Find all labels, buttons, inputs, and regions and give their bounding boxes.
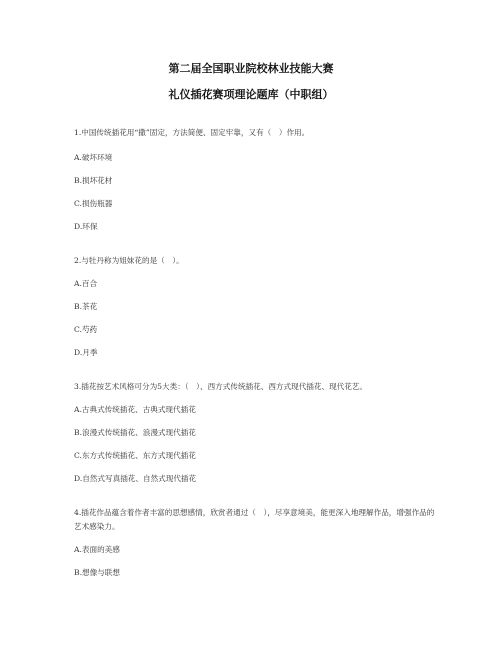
question-2-option-d: D.月季 [74,348,98,357]
question-1-option-c: C.损伤瓶器 [74,199,113,208]
question-3-stem: 3.插花按艺术风格可分为5大类：（ ）、西方式传统插花、西方式现代插花、现代花艺。 [74,382,368,391]
question-4-stem: 4.插花作品蕴含着作者丰富的思想感情，欣赏者通过（ ），尽享意境美，能更深入地理解作品，增强作品的艺术感染力。 [74,508,435,531]
question-1-option-b: B.损坏花材 [74,176,113,185]
question-2-option-b: B.茶花 [74,302,98,311]
question-3-option-a: A.古典式传统插花、古典式现代插花 [74,405,196,414]
question-2-stem: 2.与牡丹称为姐妹花的是（ ）。 [74,256,184,265]
document-title: 第二届全国职业院校林业技能大赛 [168,62,334,75]
question-1-stem: 1.中国传统插花用“撒”固定，方法简便、固定牢靠，又有（ ）作用。 [74,128,310,137]
document-subtitle: 礼仪插花赛项理论题库（中职组） [168,88,334,101]
question-3-option-b: B.浪漫式传统插花、浪漫式现代插花 [74,428,196,437]
question-1-option-a: A.破坏环境 [74,153,113,162]
question-4-option-b: B.想像与联想 [74,568,120,577]
question-2-option-a: A.百合 [74,279,98,288]
question-3-option-d: D.自然式写真插花、自然式现代插花 [74,474,197,483]
question-1-option-d: D.环保 [74,222,98,231]
question-4-option-a: A.表面的美感 [74,545,120,554]
question-3-option-c: C.东方式传统插花、东方式现代插花 [74,451,196,460]
question-2-option-c: C.芍药 [74,325,98,334]
